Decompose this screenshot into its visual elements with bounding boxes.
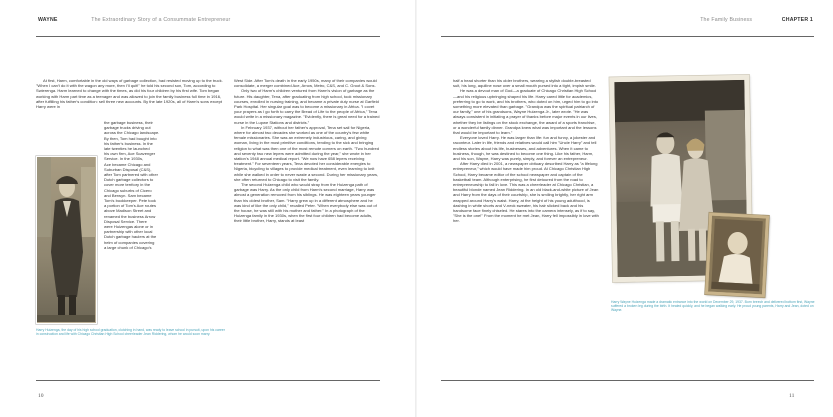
right-col1: [453, 78, 599, 224]
harry-graduation-photo: [36, 156, 97, 324]
right-header-title: The Family Business: [700, 17, 753, 23]
left-col1-wrap-line: and Berwyn. Sam became: [104, 192, 152, 198]
left-col1-wrap: [104, 120, 226, 250]
left-col1-wrap-line: garbage trucks driving out: [104, 125, 151, 131]
left-col1-wrap-line: across the Chicago landscape.: [104, 130, 160, 136]
left-col2-paragraph: Only two of Harm's children ventured from Harm's vision of garbage as the future. His daughter, Tena, after graduating from high school, took missionary courses, enrolled in nursing training, and became a private duty nurse at Garfield Park Hospital. Her singular goal was to become a missionary in Africa. "I covet your prayers as I go forth to carry the Bread of Life to the people of Africa," Tena would write in a missionary magazine. "Evidently, there is great need for a trained nurse in the Lupwe Stations and districts.": [234, 88, 380, 125]
left-col1-wrap-line: Chicago suburbs of Cicero: [104, 187, 152, 193]
left-col1-wrap-line: By then, Tom had bought into: [104, 135, 157, 141]
right-col1-paragraph: After Harry died in 2001, a newspaper obituary described Harry as "a lifelong entrepreneur," which would have made him proud. At Chicago Christian High School, Harry became editor of the school newspaper and captain of the basketball team. Although enterprising, he first detoured from the road to entrepreneurship to fall in love. This was a cheerleader at Chicago Christian, a beautiful blonde named Jean Riddering. In an old black-and-white picture of Jean and Harry from the days of their courtship, she is smiling brightly, her right arm wrapped around Harry's waist. Harry, at the height of his young adulthood, is dashing in white shorts and V-neck sweater, his hair slicked back and his handsome face finely chiseled. He stares into the camera intensely, as if to say, "She is the one!" From the moment he met Jean, Harry fell impossibly in love with her.: [453, 161, 599, 224]
left-col1-wrap-line: Service. In the 1930s,: [104, 156, 144, 162]
left-col2-paragraph: West Side. After Tom's death in the early 1950s, many of their companies would consolidate, a merger combined Ace, Arrow, Metro, C&S, and C. Groot & Sons.: [234, 78, 377, 89]
left-photo-caption: Harry Huizenga, the day of his high school graduation, clutching in hand, was ready to leave school in pursuit, upon his career in construction and life with Chicago Christian High School cheerleader Jean Riddering, whom he would soon marry.: [36, 328, 225, 337]
right-col1-paragraph: half a head shorter than his older brothers, wearing a stylish double-breasted suit, his long, aquiline nose over a small mouth pursed into a tight, impish smile.: [453, 78, 596, 89]
right-running-head: [700, 17, 813, 23]
left-running-head: [38, 17, 231, 23]
right-col1-paragraph: Everyone loved Harry. He was larger than life: fun and funny, a jokester and raconteur. Later in life, friends and relatives would call him "Uncle Harry" and tell endless stories about his life, businesses, and adventures. When it came to business, though, he was destined to become one thing. Like his father, Harm, and his son, Wayne, Harry was purely, simply, and forever an entrepreneur.: [453, 135, 597, 162]
left-col1-wrap-line: helm of companies covering: [104, 239, 155, 245]
left-header-rule: [36, 36, 380, 37]
harry-graduation-photo-art: [37, 157, 95, 322]
right-footer-rule: [441, 380, 814, 381]
right-col1-paragraph: He was a devout man of God—a graduate of Chicago Christian High School—and his religious upbringing shaped his life. Harry cared little for academics, preferring to go to work, and his brothers, who doted on him, urged him to go into something more elevated than garbage. "Grandpa was the spiritual patriarch of our family," one of his grandsons, Wayne Huizenga Jr., later wrote. "He was always consistent in initiating a prayer of thanks before major events in our lives, whether they be listings on the stock exchange, the award of a sports franchise, or a wonderful family dinner. Grandpa knew what was important and the lessons that would be important to learn.": [453, 88, 599, 136]
left-col1-wrap-line: Disposal Service. There: [104, 218, 147, 224]
left-col1-wrap-line: Suburban Disposal (C&S),: [104, 166, 152, 172]
left-col1-wrap-line: were Huizengas alone or in: [104, 224, 154, 230]
left-header-title: WAYNE: [38, 17, 58, 23]
left-col1-wrap-line: Dutch garbage haulers at the: [104, 234, 157, 240]
left-col2-paragraph: The second Huizenga child who would stray from the Huizenga path of garbage was Harry. As the only child from Harm's second marriage, Harry was almost a generation removed from his siblings. He was eighteen years younger than his oldest brother, Sam. "Harry grew up in a different atmosphere and he was kind of like the only child," recalled Peter. "When everybody else was out of the house, he was still with his mother and father." In a photograph of the Huizenga family in the 1930s, when the first four children had become adults, their little brother, Harry, stands at least: [234, 182, 377, 224]
left-col1-wrap-line: Tom's bookkeeper. Pete took: [104, 198, 156, 204]
left-col1-wrap-line: late twenties he launched: [104, 146, 150, 152]
left-header-subtitle: The Extraordinary Story of a Consummate Entrepreneur: [91, 17, 231, 23]
right-page: [417, 0, 833, 417]
baby-photo: [705, 212, 769, 297]
left-col1-wrap-line: partnership with other local: [104, 229, 153, 235]
right-header-rule: [441, 36, 814, 37]
left-col1-wrap-line: a large chunk of Chicago's: [104, 244, 152, 250]
left-col1-wrap-line: after Tom partnered with other: [104, 172, 158, 178]
left-col1-wrap-line: Ace became Chicago and: [104, 161, 151, 167]
left-col1-wrap-line: renamed the business Arrow: [104, 213, 156, 219]
left-col1-wrap-line: his own firm, Ace Scavenger: [104, 151, 156, 157]
right-photo-caption: Harry Wayne Huizenga made a dramatic entrance into the world on December 29, 1937. Born breech and delivered bottom first, Wayne suffered a broken leg during the birth. It healed quickly, and he began walking early. He proud young parents, Harry and Jean, doted on Wayne.: [611, 300, 815, 313]
left-col1-wrap-line: cover more territory in the: [104, 182, 151, 188]
left-col2-paragraph: In February 1937, without her father's approval, Tena set sail for Nigeria, where for almost two decades she worked as one of the country's few white female missionaries. She was an extremely industrious, caring, and giving woman, living in the most primitive conditions, tending to the sick and bringing religion to what was then one of the most remote corners on earth. "Two hundred and seventy two new lepers were admitted during the year," she wrote in her station's 1948 annual medical report. "We now have 658 lepers receiving treatment." For seventeen years, Tena devoted her considerable energies to Nigeria, bicycling to villages to provide medical treatment, even learning to knit while she walked in order to never waste a second. During her missionary years, she often returned to Chicago to visit the family.: [234, 124, 379, 182]
left-col1-wrap-line: his father's business. In the: [104, 140, 153, 146]
left-page: [0, 0, 416, 417]
left-col1-paragraph: At first, Harm, comfortable in the old ways of garbage collection, had resisted moving up to the truck. "When I can't do it with the wagon any more, then I'll quit!" he told his second son, Tom, according to Swierenga. Harm learned to change with the times, as did his four children by his first wife. Tom began working with Harm part time as a teenager and was allowed to join the family business full time in 1916, after fulfilling his father's condition: sell three new accounts. By the late 1920s, all of Harm's sons except Harry were in: [36, 78, 223, 110]
left-col1-wrap-line: above Madison Street and: [104, 208, 152, 214]
left-folio: 10: [38, 393, 44, 399]
left-col1-wrap-line: a portion of Tom's Ace routes: [104, 203, 156, 209]
left-col1-wrap-line: Dutch garbage collectors to: [104, 177, 154, 183]
baby-photo-art: [708, 216, 766, 295]
right-header-chapter: CHAPTER 1: [781, 17, 813, 23]
left-col1-wrap-line: the garbage business, their: [104, 120, 153, 125]
right-folio: 11: [789, 393, 795, 399]
left-col1: [36, 78, 226, 109]
left-footer-rule: [36, 380, 380, 381]
left-col2: [234, 78, 380, 224]
